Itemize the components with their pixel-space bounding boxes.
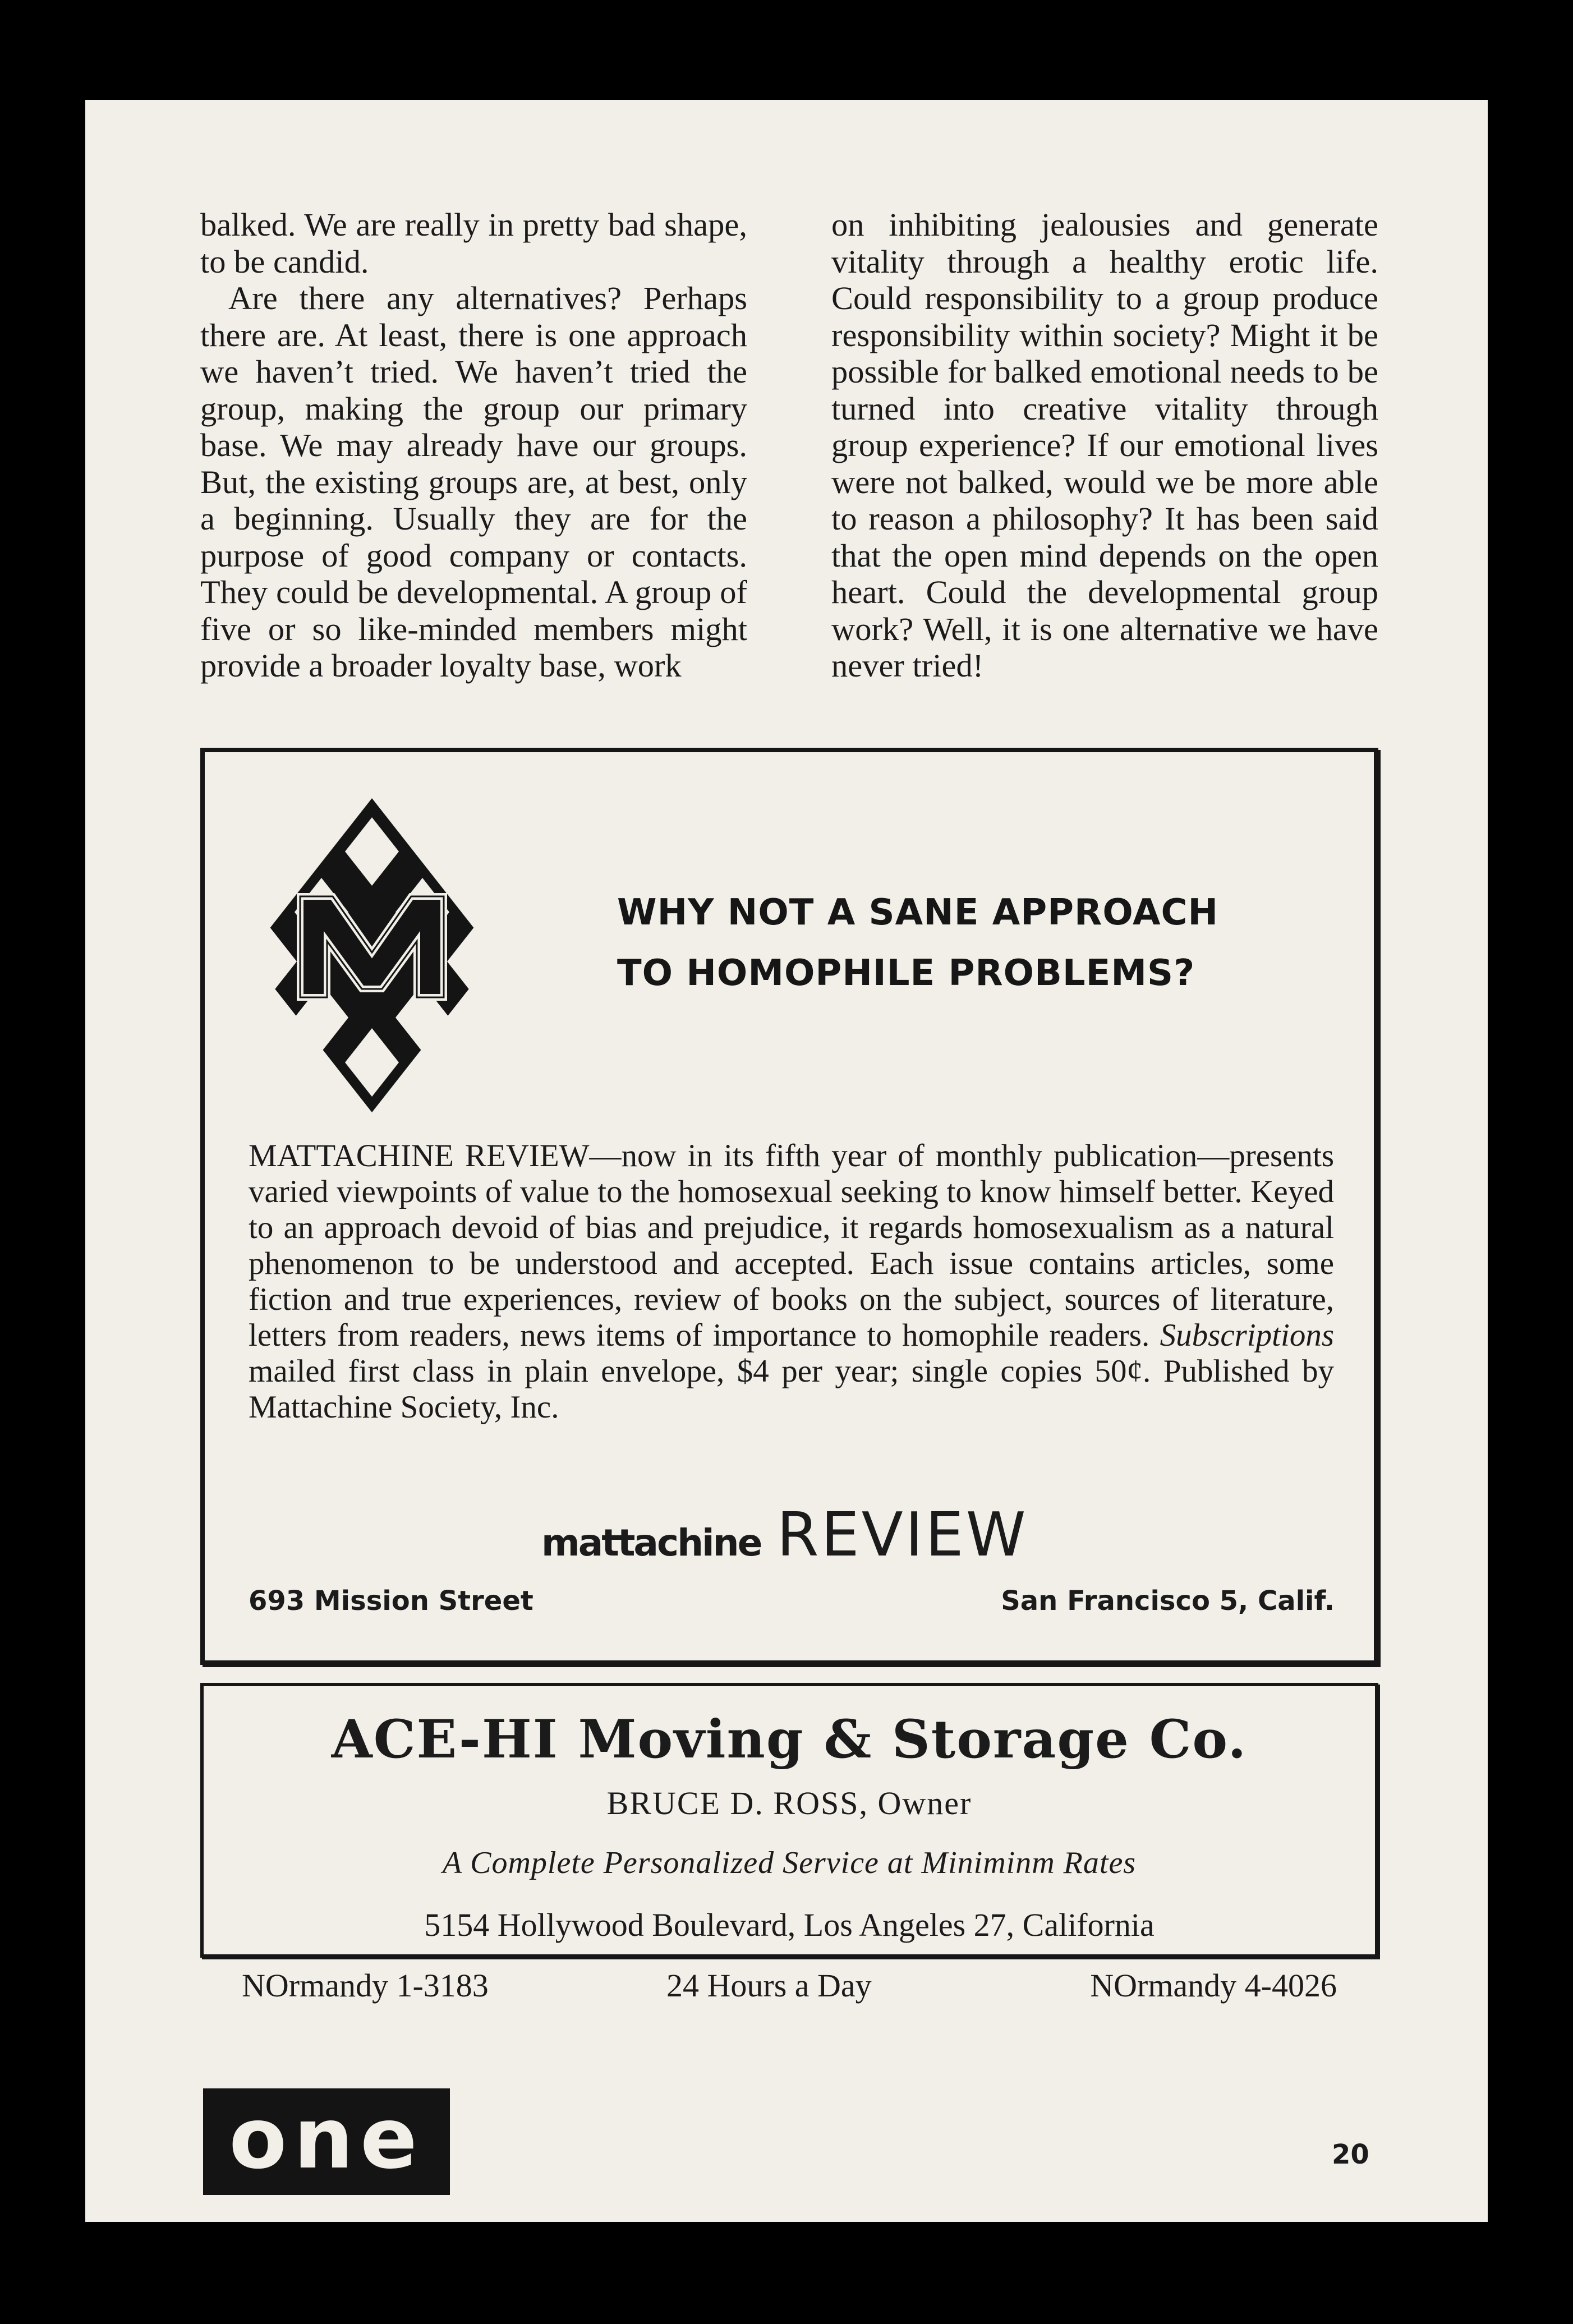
ad-body-italic: Subscriptions xyxy=(1160,1318,1334,1353)
magazine-page xyxy=(85,100,1488,2222)
mattachine-diamond-logo-icon xyxy=(249,798,495,1112)
headline-line: TO HOMOPHILE PROBLEMS? xyxy=(617,952,1195,994)
masthead-small: mattachine xyxy=(541,1521,761,1564)
article-right-column xyxy=(831,206,1378,684)
ad-address-city: San Francisco 5, Calif. xyxy=(1001,1585,1335,1617)
ad-body-text xyxy=(249,1138,1334,1425)
one-magazine-logo: one xyxy=(203,2088,450,2195)
article-paragraph: on inhibiting jealousies and generate vitality through a healthy erotic life. Could responsibility to a group produce responsibility within society? Might it be possible for balked emotional needs to be turned into creative vitality through group experience? If our emotional lives were not balked, would we be more able to reason a philosophy? It has been said that the open mind depends on the open heart. Could the developmental group work? Well, it is one alternative we have never tried! xyxy=(831,206,1378,684)
street-address: 5154 Hollywood Boulevard, Los Angeles 27, California xyxy=(424,1907,1155,1943)
mattachine-review-ad xyxy=(200,748,1378,1665)
masthead-big: REVIEW xyxy=(776,1500,1028,1570)
article-left-column xyxy=(200,206,747,684)
ad-headline xyxy=(617,882,1218,1004)
phone-left: NOrmandy 1-3183 xyxy=(242,1967,489,2004)
service-tagline: A Complete Personalized Service at Miniminm Rates xyxy=(442,1846,1137,1880)
ad-body-part: MATTACHINE REVIEW—now in its fifth year of monthly publication—presents varied viewpoints of value to the homosexual seeking to know himself better. Keyed to an approach devoid of bias and prejudice, it regards homosexualism as a natural phenomenon to be understood and accepted. Each issue contains articles, some fiction and true experiences, review of books on the subject, sources of literature, letters from readers, news items of importance to homophile readers. xyxy=(249,1138,1334,1353)
phone-right: NOrmandy 4-4026 xyxy=(1090,1967,1337,2004)
headline-line: WHY NOT A SANE APPROACH xyxy=(617,892,1219,933)
owner-name: BRUCE D. ROSS, Owner xyxy=(606,1785,972,1821)
ad-body-part: mailed first class in plain envelope, $4 per year; single copies 50¢. Published by Mattachine Society, Inc. xyxy=(249,1354,1334,1425)
ad-address-street: 693 Mission Street xyxy=(249,1585,533,1617)
acehi-moving-ad xyxy=(200,1683,1378,2004)
hours-text: 24 Hours a Day xyxy=(666,1967,872,2004)
article-paragraph: Are there any alternatives? Perhaps there are. At least, there is one approach we haven’t tried. We haven’t tried the group, making the group our primary base. We may already have our groups. But, the existing groups are, at best, only a beginning. Usually they are for the purpose of good company or contacts. They could be developmental. A group of five or so like-minded members might provide a broader loyalty base, work xyxy=(200,280,747,684)
mattachine-review-masthead xyxy=(541,1500,1028,1570)
article-paragraph: balked. We are really in pretty bad shape, to be candid. xyxy=(200,206,747,280)
page-number: 20 xyxy=(1332,2139,1369,2170)
company-name: ACE-HI Moving & Storage Co. xyxy=(331,1709,1248,1770)
